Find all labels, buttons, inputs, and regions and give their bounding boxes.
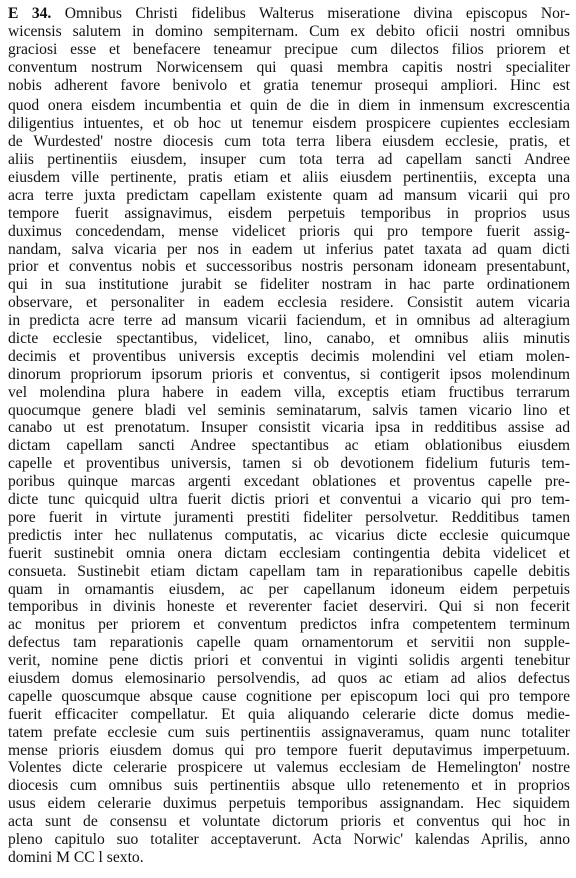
line-text: dictam capellam sancti Andree spectantibus ac etiam oblationibus eiusdem — [8, 437, 570, 455]
line-text: pore fuerit in virtute juramenti prestiti fideliter persolvetur. Redditibus tamen — [8, 508, 570, 526]
line-text: diocesis cum omnibus suis pertinentiis absque ullo retenemento et in proprios — [8, 777, 570, 795]
line-text: eiusdem domus elemosinario persolvendis, ad quos ac etiam ad alios defectus — [8, 669, 570, 687]
line-text: dinorum propriorum ipsorum prioris et conventus, si contigerit ipsos molendinum — [8, 365, 570, 383]
text-line — [8, 402, 570, 420]
line-text: vel molendina plura habere in eadem villa, exceptis etiam fructibus terrarum — [8, 383, 570, 401]
text-line — [8, 133, 570, 151]
text-line — [8, 41, 570, 59]
text-line — [8, 509, 570, 527]
line-text: nandam, salva vicaria per nos in eadem ut inferius patet taxata ad quam dicti — [8, 240, 570, 258]
text-line — [8, 384, 570, 402]
text-line — [8, 312, 570, 330]
line-text: dicte tunc quicquid ultra fuerit dictis priori et conventui a vicario qui pro tem- — [8, 491, 570, 509]
text-line — [8, 813, 570, 831]
text-line — [8, 831, 570, 849]
text-line — [8, 437, 570, 455]
text-line — [8, 223, 570, 241]
line-text: in predicta acre terre ad mansum vicarii faciendum, et in omnibus ad alteragium — [8, 312, 570, 330]
line-text: defectus tam reparationis capelle quam ornamentorum et servitii non supple- — [8, 634, 570, 652]
text-line — [8, 330, 570, 348]
text-line — [8, 187, 570, 205]
line-text: capelle quoscumque absque cause cognitione per episcopum loci qui pro tempore — [8, 687, 570, 705]
line-text: Volentes dicte celerarie prospicere ut valemus ecclesiam de Hemelington' nostre — [8, 759, 570, 777]
text-line — [8, 366, 570, 384]
line-text: predictis inter hec nullatenus computatis, ac vicarius dicte ecclesie quicumque — [8, 526, 570, 544]
text-line — [8, 742, 570, 760]
line-text: quod onera eisdem incumbentia et quin de die in diem in inmensum excrescentia — [8, 97, 570, 115]
line-text: usus eidem celerarie duximus perpetuis temporibus assignandam. Hec siquidem — [8, 795, 570, 813]
text-line — [8, 5, 570, 23]
line-text: fuerit efficaciter compellatur. Et quia aliquando celerarie dicte domus medie- — [8, 705, 570, 723]
line-text: Omnibus Christi fidelibus Walterus miseratione divina episcopus Nor- — [64, 5, 570, 22]
text-line — [8, 634, 570, 652]
text-line — [8, 169, 570, 187]
text-line — [8, 491, 570, 509]
line-text: acra terre juxta predictam capellam existente quam ad mansum vicarii qui pro — [8, 186, 570, 204]
text-line — [8, 23, 570, 41]
line-text: decimis et proventibus universis exceptis decimis molendini vel etiam molen- — [8, 347, 570, 365]
line-text: capelle et proventibus universis, tamen si ob devotionem fidelium futuris tem- — [8, 455, 570, 473]
line-text: acta sunt de consensu et voluntate dictorum prioris et conventus qui hoc in — [8, 813, 570, 831]
line-text: pleno capitulo suo totaliter acceptaverunt. Acta Norwic' kalendas Aprilis, anno — [8, 830, 570, 848]
text-line — [8, 348, 570, 366]
text-line — [8, 652, 570, 670]
text-line — [8, 688, 570, 706]
text-line — [8, 205, 570, 223]
line-text: conventum nostrum Norwicensem qui quasi membra capitis nostri specialiter — [8, 58, 570, 76]
text-line — [8, 294, 570, 312]
text-line — [8, 258, 570, 276]
line-text: dicte ecclesie spectantibus, videlicet, lino, canabo, et omnibus aliis minutis — [8, 330, 570, 348]
text-line — [8, 545, 570, 563]
line-text: tempore fuerit assignavimus, eisdem perpetuis temporibus in proprios usus — [8, 204, 570, 222]
text-line — [8, 759, 570, 777]
line-text: ac monitus per priorem et conventum predictos infra competentem terminum — [8, 616, 570, 634]
line-text: observare, et personaliter in eadem ecclesia residere. Consistit autem vicaria — [8, 294, 570, 312]
text-line — [8, 795, 570, 813]
line-text: nobis adherent favore benivolo et gratia tenemur prosequi ampliori. Hinc est — [8, 76, 570, 94]
line-text: eiusdem ville pertinente, pratis etiam et aliis eiusdem pertinentiis, excepta una — [8, 169, 570, 187]
line-text: temporibus in divinis honeste et reverenter faciet deserviri. Qui si non fecerit — [8, 598, 570, 616]
line-text: domini M CC l sexto. — [8, 848, 144, 866]
line-text: canabo ut est prenotatum. Insuper consistit vicaria ipsa in redditibus assise ad — [8, 419, 570, 437]
line-text: poribus quinque marcas argenti excedant oblationes et proventus capelle pre- — [8, 473, 570, 491]
text-line — [8, 473, 570, 491]
text-line — [8, 563, 570, 581]
text-line — [8, 276, 570, 294]
text-line — [8, 724, 570, 742]
text-line — [8, 115, 570, 133]
text-line — [8, 151, 570, 169]
text-line — [8, 241, 570, 259]
line-text: mense prioris eiusdem domus qui pro tempore fuerit deputavimus imperpetuum. — [8, 741, 570, 759]
line-text: tatem prefate ecclesie cum suis pertinentiis assignaveramus, quam nunc totaliter — [8, 723, 570, 741]
text-line — [8, 849, 570, 867]
text-line — [8, 616, 570, 634]
document-reference: E 34. — [8, 5, 52, 22]
text-line — [8, 777, 570, 795]
line-text: wicensis salutem in domino sempiternam. Cum ex debito oficii nostri omnibus — [8, 22, 570, 40]
line-text: duximus concedendam, mense videlicet prioris qui pro tempore fuerit assig- — [8, 222, 570, 240]
line-text: graciosi esse et benefacere teneamur precipue cum dilectos filios priorem et — [8, 40, 570, 58]
text-line — [8, 581, 570, 599]
text-line — [8, 77, 570, 95]
line-text: verit, nomine pene dictis priori et conventui in viginti solidis argenti tenebitur — [8, 652, 570, 670]
line-text: consueta. Sustinebit etiam dictam capellam tam in reparationibus capelle debitis — [8, 562, 570, 580]
text-line — [8, 670, 570, 688]
text-line — [8, 59, 570, 77]
line-text: qui in sua institutione jurabit se fideliter nostram in hac parte ordinationem — [8, 276, 570, 294]
line-text: prior et conventus nobis et successoribus nostris personam idoneam presentabunt, — [8, 258, 570, 276]
line-text: diligentius intuentes, et ob hoc ut tenemur eisdem prospicere cupientes ecclesiam — [8, 115, 570, 133]
line-text: fuerit sustinebit omnia onera dictam ecclesiam contingentia debita videlicet et — [8, 544, 570, 562]
text-line — [8, 419, 570, 437]
line-text: quocumque genere bladi vel seminis seminatarum, salvis tamen vicario lino et — [8, 401, 570, 419]
text-line — [8, 97, 570, 115]
text-line — [8, 527, 570, 545]
text-line — [8, 706, 570, 724]
line-text: quam in ornamantis eiusdem, ac per capellanum idoneum eidem perpetuis — [8, 580, 570, 598]
line-text: aliis pertinentiis eiusdem, insuper cum tota terra ad capellam sancti Andree — [8, 151, 570, 169]
line-text: de Wurdested' nostre diocesis cum tota terra libera eiusdem ecclesie, pratis, et — [8, 133, 570, 151]
charter-text — [8, 5, 570, 867]
text-line — [8, 455, 570, 473]
text-line — [8, 598, 570, 616]
